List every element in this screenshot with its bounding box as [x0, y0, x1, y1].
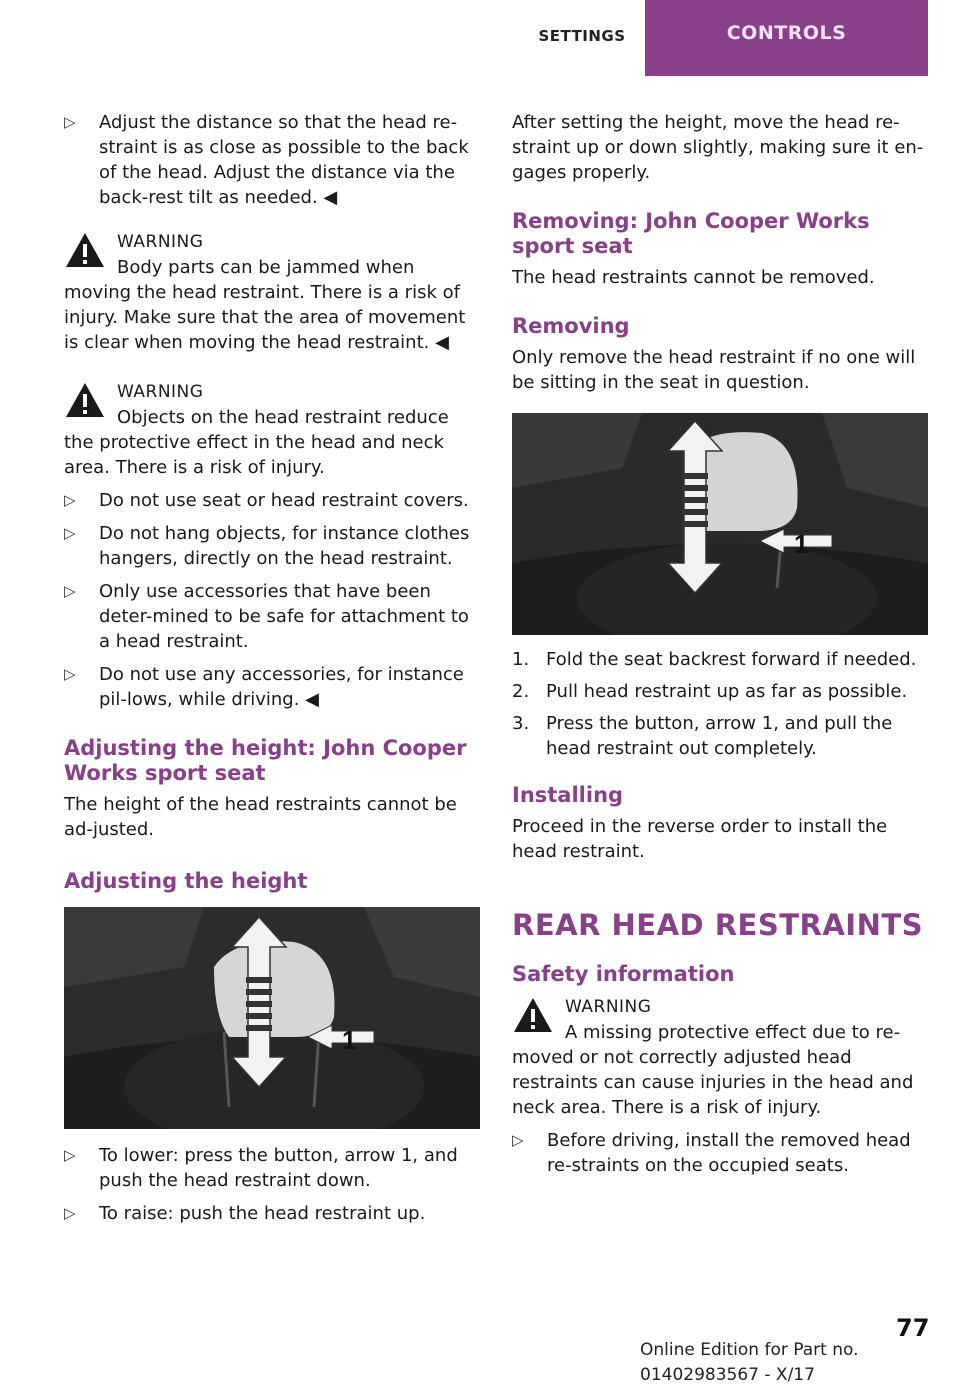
- warning-text: A missing protective effect due to re-moved or not correctly adjusted head restraints can cause injuries in the head and neck area. There is a risk of injury.: [512, 1022, 914, 1118]
- removing-jcw-text: The head restraints cannot be removed.: [512, 267, 875, 288]
- warning-triangle-icon: [64, 230, 106, 270]
- step-number: 3.: [512, 713, 530, 734]
- right-column: [512, 110, 928, 1178]
- list-item: ▷ Only use accessories that have been deter-mined to be safe for attachment to a head restraint.: [64, 579, 480, 654]
- head-restraint-remove-photo: [512, 413, 928, 635]
- jcw-height-text: The height of the head restraints cannot be ad-justed.: [64, 794, 457, 840]
- header-section-label: SETTINGS: [538, 27, 626, 45]
- heading-adjusting-height-jcw: Adjusting the height: John Cooper Works sport seat: [64, 736, 467, 785]
- warning-text: Objects on the head restraint reduce the protective effect in the head and neck area. There is a risk of injury.: [64, 407, 449, 478]
- head-restraint-adjust-photo: [64, 907, 480, 1129]
- heading-removing: Removing: [512, 314, 630, 338]
- step-text: Pull head restraint up as far as possible.: [546, 681, 908, 702]
- step-text: Fold the seat backrest forward if needed.: [546, 649, 917, 670]
- warning-missing-protection: [512, 995, 928, 1120]
- warning-title: WARNING: [565, 997, 652, 1017]
- heading-installing: Installing: [512, 783, 624, 807]
- list-item: [512, 647, 928, 672]
- after-height-text: After setting the height, move the head re-straint up or down slightly, making sure it en-gages properly.: [512, 112, 924, 183]
- list-item: ▷ Do not use seat or head restraint covers.: [64, 488, 480, 513]
- list-item: ▷ To lower: press the button, arrow 1, and push the head restraint down.: [64, 1143, 480, 1193]
- warning-jammed: [64, 230, 480, 355]
- list-item: ▷ To raise: push the head restraint up.: [64, 1201, 480, 1226]
- heading-adjusting-height: Adjusting the height: [64, 869, 308, 893]
- list-item: [512, 711, 928, 761]
- step-text: Press the button, arrow 1, and pull the head restraint out completely.: [546, 713, 893, 759]
- left-column: [64, 110, 480, 1226]
- heading-rear-head-restraints: REAR HEAD RESTRAINTS: [512, 908, 924, 942]
- installing-text: Proceed in the reverse order to install the head restraint.: [512, 816, 888, 862]
- removing-text: Only remove the head restraint if no one will be sitting in the seat in question.: [512, 347, 916, 393]
- footer-edition: Online Edition for Part no. 01402983567 - X/17: [640, 1340, 859, 1385]
- chapter-tab[interactable]: CONTROLS: [645, 0, 928, 76]
- step-number: 1.: [512, 649, 530, 670]
- list-item: ▷ Before driving, install the removed head re-straints on the occupied seats.: [512, 1128, 928, 1178]
- warning-title: WARNING: [117, 232, 204, 252]
- warning-objects: [64, 380, 480, 480]
- heading-safety-information: Safety information: [512, 962, 735, 986]
- page-number: 77: [896, 1314, 930, 1342]
- list-item: [512, 679, 928, 704]
- heading-removing-jcw: Removing: John Cooper Works sport seat: [512, 209, 870, 258]
- warning-triangle-icon: [512, 995, 554, 1035]
- figure-arrow-label: 1: [342, 1025, 357, 1055]
- figure-arrow-label: 1: [794, 529, 809, 559]
- bullet-adjust-distance: ▷ Adjust the distance so that the head re-straint is as close as possible to the back of the head. Adjust the distance via the back-rest tilt as needed. ◀: [64, 110, 480, 210]
- step-number: 2.: [512, 681, 530, 702]
- list-item: ▷ Do not use any accessories, for instance pil-lows, while driving. ◀: [64, 662, 480, 712]
- warning-triangle-icon: [64, 380, 106, 420]
- warning-title: WARNING: [117, 382, 204, 402]
- list-item: ▷ Do not hang objects, for instance clothes hangers, directly on the head restraint.: [64, 521, 480, 571]
- warning-text: Body parts can be jammed when moving the head restraint. There is a risk of injury. Make sure that the area of movement is clear when moving the head restraint. ◀: [64, 257, 466, 353]
